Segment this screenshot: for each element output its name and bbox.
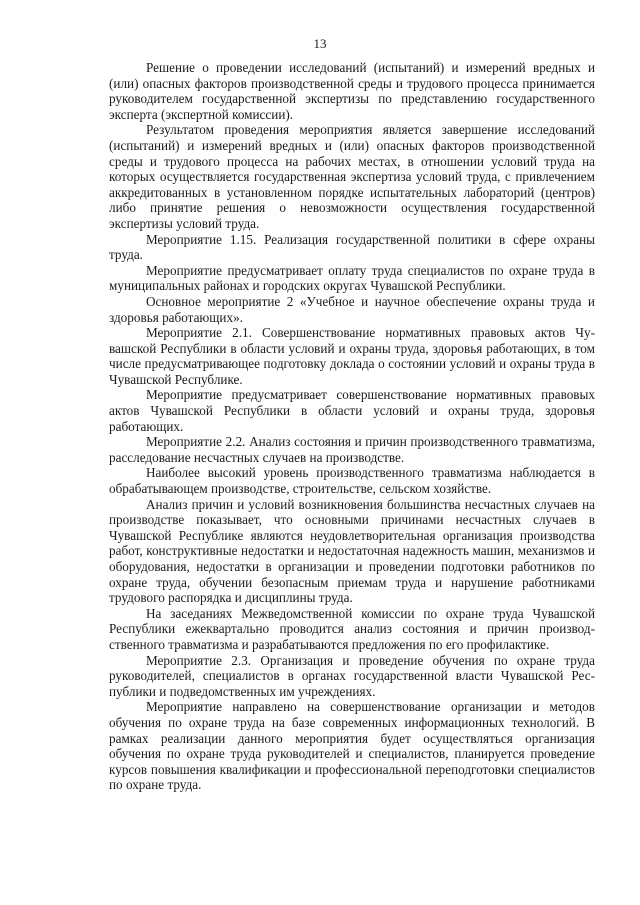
paragraph-expertise-result: Результатом проведения мероприятия является завершение исследований (испытаний) и измерений вредных и (или) опасных факторов производственной среды и трудового процесса на рабочих местах, в отношении условий труда на которых осуществляется государственная экспертиза условий труда, с привлечением аккредитованных в установленном порядке испытательных лабораторий (центров) либо принятие решения о невозможности осуществления государственной экспертизы условий труда. (109, 122, 595, 231)
paragraph-measure-1-15: Мероприятие 1.15. Реализация государственной политики в сфере охраны труда. (109, 231, 595, 263)
paragraph-injury-sectors: Наиболее высокий уровень производственного травматизма наблюдается в обрабатывающем производстве, строительстве, сельском хозяйстве. (109, 465, 595, 497)
paragraph-accident-causes: Анализ причин и условий возникновения большинства несчастных случаев на производстве показывает, что основными причинами несчастных случаев в Чувашской Республике являются неудовлетворительная организация производства работ, конструктивные недостатки и недостаточная надежность машин, механизмов и оборудования, недостатки в организации и проведении подготовки работников по охране труда, обучении безопасным приемам труда и нарушение работниками трудового распорядка и дисциплины труда. (109, 496, 595, 606)
paragraph-training-improvement: Мероприятие направлено на совершенствование организации и методов обучения по охране труда на базе современных информационных технологий. В рамках реализации данного мероприятия будет осуществляться организация обучения по охране труда руководителей и специалистов, планируется проведение курсов повышения квалификации и профессиональной переподготовки специалистов по охране труда. (109, 699, 595, 793)
paragraph-expertise-decision: Решение о проведении исследований (испытаний) и измерений вредных и (или) опасных факторов производственной среды и трудового процесса принимается руководителем государственной экспертизы по представлению государственного эксперта (экспертной комиссии). (109, 60, 595, 122)
paragraph-measure-2-2: Мероприятие 2.2. Анализ состояния и причин производственного травматизма, расследование несчастных случаев на производстве. (109, 434, 595, 465)
page-number: 13 (313, 36, 327, 51)
paragraph-measure-2-3: Мероприятие 2.3. Организация и проведение обучения по охране труда руководителей, специалистов в органах государственной власти Чувашской Республики и подведомственных им учреждениях. (109, 652, 595, 699)
paragraph-measure-1-15-payment: Мероприятие предусматривает оплату труда специалистов по охране труда в муниципальных районах и городских округах Чувашской Республики. (109, 262, 595, 294)
document-body (109, 60, 595, 793)
paragraph-commission-meetings: На заседаниях Межведомственной комиссии по охране труда Чувашской Республики ежеквартально проводится анализ состояния и причин производственного травматизма и разрабатываются предложения по его профилактике. (109, 605, 595, 652)
paragraph-main-measure-2: Основное мероприятие 2 «Учебное и научное обеспечение охраны труда и здоровья работающих». (109, 293, 595, 325)
paragraph-measure-2-1-description: Мероприятие предусматривает совершенствование нормативных правовых актов Чувашской Республики в области условий и охраны труда, здоровья работающих. (109, 387, 595, 434)
paragraph-measure-2-1: Мероприятие 2.1. Совершенствование нормативных правовых актов Чувашской Республики в области условий и охраны труда, здоровья работающих, в том числе предусматривающее подготовку доклада о состоянии условий и охраны труда в Чувашской Республике. (109, 325, 595, 387)
